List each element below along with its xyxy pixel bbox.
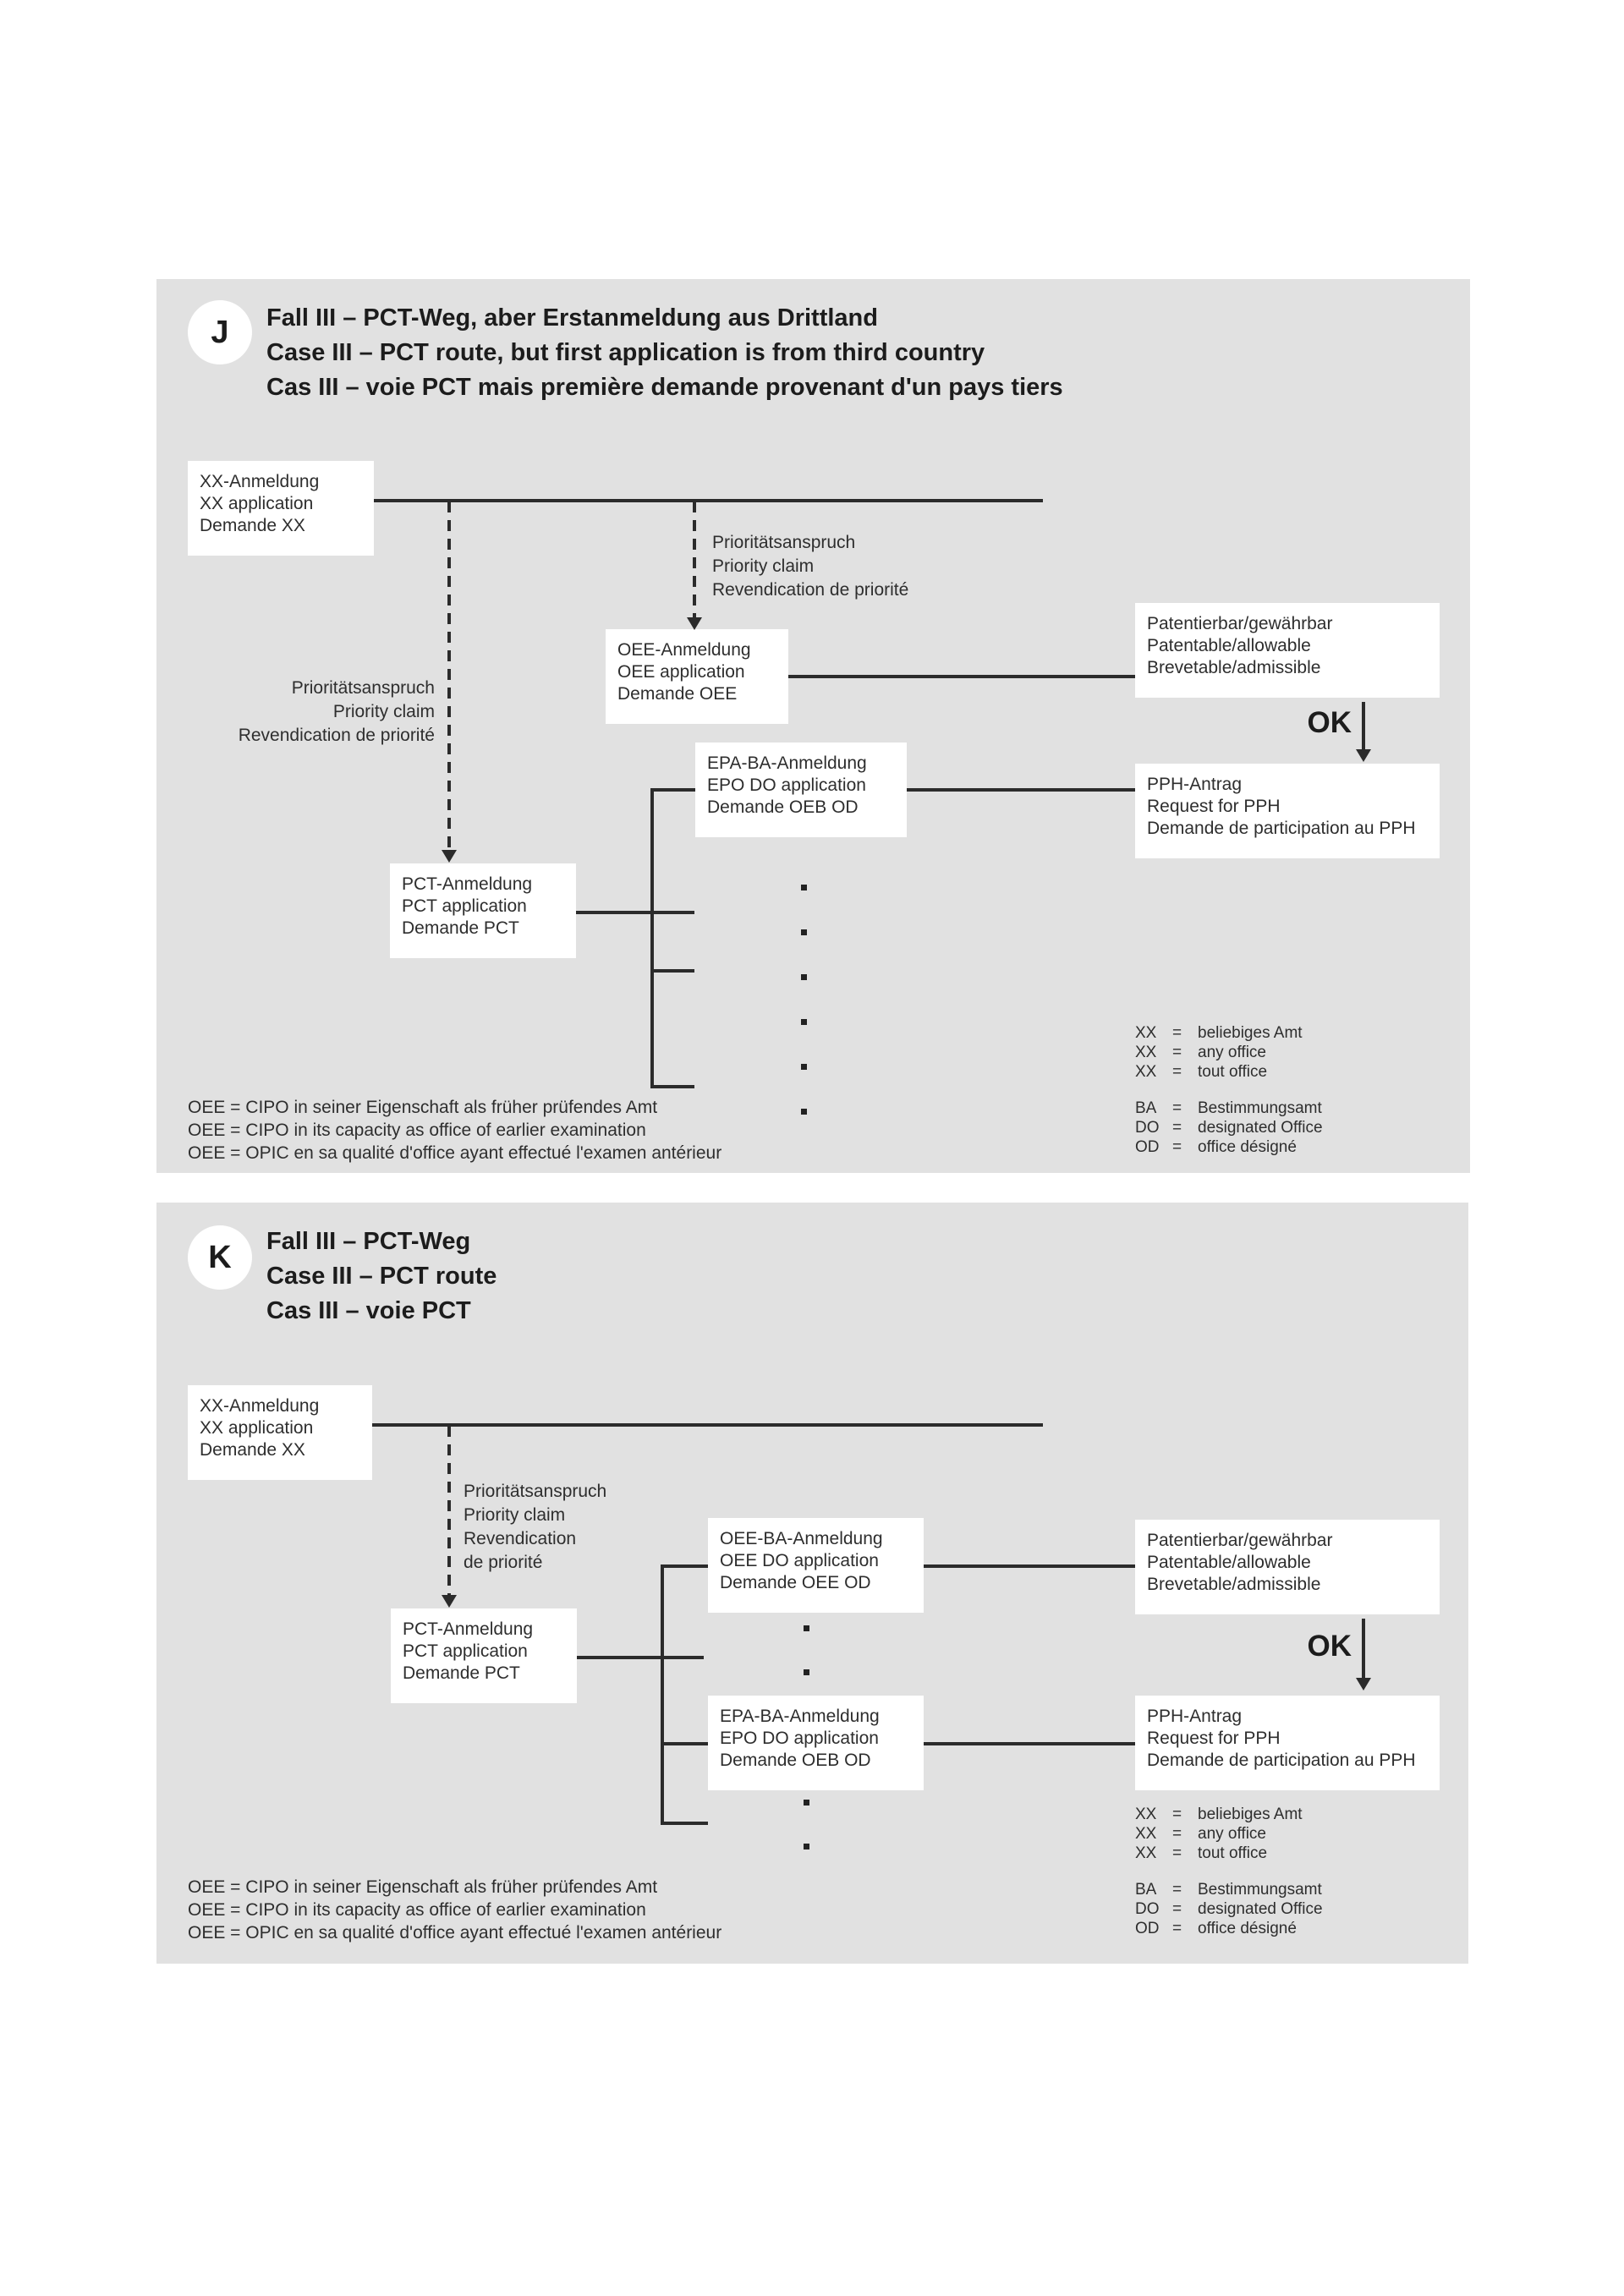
legend-abbr: OD bbox=[1135, 1920, 1160, 1937]
connector-priority-to-pct bbox=[447, 1426, 451, 1595]
equals-sign: = bbox=[1172, 1063, 1182, 1081]
arrowhead-priority-to-pct bbox=[442, 850, 457, 863]
box-epa-line-en: EPO DO application bbox=[707, 775, 866, 795]
panel-k-badge: K bbox=[188, 1225, 252, 1290]
box-patentable-line-de: Patentierbar/gewährbar bbox=[1147, 614, 1333, 633]
oee-footnote bbox=[188, 1876, 721, 1944]
box-patentable-line-fr: Brevetable/admissible bbox=[1147, 1575, 1321, 1594]
priority-left-de: Prioritätsanspruch bbox=[291, 678, 435, 698]
box-oee-line-en: OEE application bbox=[617, 662, 745, 682]
legend-row bbox=[1135, 1062, 1323, 1082]
legend-text: beliebiges Amt bbox=[1198, 1024, 1303, 1042]
connector-xx-timeline bbox=[374, 499, 1043, 502]
connector-pct-to-offices bbox=[576, 911, 694, 914]
ok-arrowhead bbox=[1356, 749, 1371, 762]
connector-pct-to-offices bbox=[577, 1656, 704, 1659]
legend-text: beliebiges Amt bbox=[1198, 1806, 1303, 1823]
ellipsis-dot bbox=[804, 1625, 809, 1631]
box-xx-line-fr: Demande XX bbox=[200, 516, 305, 535]
legend-row bbox=[1135, 1043, 1323, 1062]
box-pct-line-fr: Demande PCT bbox=[403, 1663, 520, 1683]
ok-arrowhead bbox=[1356, 1678, 1371, 1690]
legend-text: tout office bbox=[1198, 1844, 1268, 1862]
legend-ba-group bbox=[1135, 1099, 1323, 1157]
oee-footnote-en: OEE = CIPO in its capacity as office of earlier examination bbox=[188, 1121, 646, 1140]
panel-k-title-de: Fall III – PCT-Weg bbox=[266, 1228, 471, 1255]
panel-k-title bbox=[266, 1225, 497, 1329]
box-oee-do-application bbox=[708, 1518, 924, 1613]
priority-left-en: Priority claim bbox=[332, 702, 435, 721]
bracket-designated-offices bbox=[661, 1564, 664, 1825]
ellipsis-dot bbox=[801, 974, 807, 980]
box-patentable-line-en: Patentable/allowable bbox=[1147, 1553, 1311, 1572]
ok-label: OK bbox=[1307, 1630, 1352, 1663]
priority-claim-label-left bbox=[207, 677, 435, 748]
arrowhead-priority-to-pct bbox=[442, 1595, 457, 1608]
box-patentable bbox=[1135, 1520, 1440, 1614]
legend-abbr: XX bbox=[1135, 1825, 1157, 1843]
legend-row bbox=[1135, 1824, 1323, 1844]
box-epa-line-fr: Demande OEB OD bbox=[707, 797, 859, 817]
equals-sign: = bbox=[1172, 1138, 1182, 1156]
legend-text: any office bbox=[1198, 1825, 1266, 1843]
priority-right-fr: Revendication de priorité bbox=[712, 580, 909, 600]
panel-j-title-fr: Cas III – voie PCT mais première demande provenant d'un pays tiers bbox=[266, 374, 1063, 401]
box-pct-application bbox=[391, 1608, 577, 1703]
box-pct-line-en: PCT application bbox=[402, 896, 527, 916]
box-xx-application bbox=[188, 1385, 372, 1480]
priority-left-fr: Revendication de priorité bbox=[238, 726, 435, 745]
box-oee-application bbox=[606, 629, 788, 724]
equals-sign: = bbox=[1172, 1044, 1182, 1061]
bracket-stub-epa bbox=[661, 1742, 708, 1745]
legend-row bbox=[1135, 1137, 1323, 1157]
panel-case-j bbox=[156, 279, 1470, 1173]
box-pph-line-de: PPH-Antrag bbox=[1147, 775, 1243, 794]
box-pph-line-fr: Demande de participation au PPH bbox=[1147, 819, 1416, 838]
box-patentable-line-de: Patentierbar/gewährbar bbox=[1147, 1531, 1333, 1550]
oee-footnote bbox=[188, 1096, 721, 1164]
priority-claim-label-right bbox=[712, 531, 908, 602]
legend-row bbox=[1135, 1099, 1323, 1118]
legend-text: tout office bbox=[1198, 1063, 1268, 1081]
legend-row bbox=[1135, 1880, 1323, 1899]
priority-en: Priority claim bbox=[464, 1505, 566, 1525]
oee-footnote-de: OEE = CIPO in seiner Eigenschaft als früher prüfendes Amt bbox=[188, 1098, 658, 1117]
legend-abbr: DO bbox=[1135, 1119, 1160, 1137]
box-patentable-line-fr: Brevetable/admissible bbox=[1147, 658, 1321, 677]
legend-text: Bestimmungsamt bbox=[1198, 1099, 1322, 1117]
legend-abbr: BA bbox=[1135, 1099, 1157, 1117]
ok-arrow-line bbox=[1362, 702, 1365, 749]
priority-fr-2: de priorité bbox=[464, 1553, 543, 1572]
connector-priority-to-pct bbox=[447, 501, 451, 850]
connector-epa-to-pph bbox=[907, 788, 1135, 792]
box-oee-ba-line-de: OEE-BA-Anmeldung bbox=[720, 1529, 883, 1548]
ellipsis-dot bbox=[804, 1669, 809, 1675]
box-epo-do-application bbox=[695, 743, 907, 837]
box-epa-line-fr: Demande OEB OD bbox=[720, 1751, 871, 1770]
box-pct-line-de: PCT-Anmeldung bbox=[403, 1619, 534, 1639]
panel-j-badge: J bbox=[188, 300, 252, 364]
box-xx-application bbox=[188, 461, 374, 556]
legend-text: Bestimmungsamt bbox=[1198, 1881, 1322, 1899]
equals-sign: = bbox=[1172, 1024, 1182, 1042]
legend-row bbox=[1135, 1919, 1323, 1938]
legend-abbr: BA bbox=[1135, 1881, 1157, 1899]
box-pph-request bbox=[1135, 1696, 1440, 1790]
legend-row bbox=[1135, 1899, 1323, 1919]
box-epa-line-en: EPO DO application bbox=[720, 1729, 879, 1748]
legend-row bbox=[1135, 1118, 1323, 1137]
arrowhead-priority-to-oee bbox=[687, 617, 702, 630]
ellipsis-dot bbox=[801, 1064, 807, 1070]
ellipsis-dot bbox=[801, 1019, 807, 1025]
abbreviation-legend bbox=[1135, 1805, 1323, 1955]
priority-claim-label bbox=[464, 1480, 606, 1575]
ellipsis-dot bbox=[801, 929, 807, 935]
equals-sign: = bbox=[1172, 1920, 1182, 1937]
box-oee-line-de: OEE-Anmeldung bbox=[617, 640, 751, 660]
ellipsis-dot bbox=[804, 1800, 809, 1806]
connector-oee-to-patentable bbox=[788, 675, 1135, 678]
priority-right-en: Priority claim bbox=[712, 556, 815, 576]
box-xx-line-de: XX-Anmeldung bbox=[200, 472, 320, 491]
bracket-designated-offices bbox=[650, 788, 654, 1088]
panel-k-title-en: Case III – PCT route bbox=[266, 1263, 497, 1290]
bracket-stub-mid bbox=[650, 969, 694, 973]
legend-abbr: OD bbox=[1135, 1138, 1160, 1156]
bracket-stub-epa bbox=[650, 788, 695, 792]
connector-priority-to-oee bbox=[693, 501, 696, 617]
legend-abbr: XX bbox=[1135, 1063, 1157, 1081]
bracket-stub-oee bbox=[661, 1564, 708, 1568]
ellipsis-dot bbox=[801, 1109, 807, 1115]
legend-ba-group bbox=[1135, 1880, 1323, 1938]
connector-epa-to-pph bbox=[924, 1742, 1135, 1745]
connector-xx-timeline bbox=[372, 1423, 1043, 1427]
panel-j-title bbox=[266, 301, 1063, 405]
box-patentable bbox=[1135, 603, 1440, 698]
equals-sign: = bbox=[1172, 1825, 1182, 1843]
legend-abbr: XX bbox=[1135, 1044, 1157, 1061]
panel-j-title-en: Case III – PCT route, but first application is from third country bbox=[266, 339, 985, 366]
box-pct-line-fr: Demande PCT bbox=[402, 918, 519, 938]
oee-footnote-en: OEE = CIPO in its capacity as office of earlier examination bbox=[188, 1900, 646, 1920]
ok-arrow-line bbox=[1362, 1619, 1365, 1678]
ellipsis-dot bbox=[804, 1844, 809, 1849]
equals-sign: = bbox=[1172, 1900, 1182, 1918]
box-oee-ba-line-en: OEE DO application bbox=[720, 1551, 879, 1570]
legend-abbr: XX bbox=[1135, 1844, 1157, 1862]
box-pct-line-de: PCT-Anmeldung bbox=[402, 874, 533, 894]
priority-right-de: Prioritätsanspruch bbox=[712, 533, 856, 552]
legend-row bbox=[1135, 1805, 1323, 1824]
connector-oee-to-patentable bbox=[924, 1564, 1135, 1568]
legend-row bbox=[1135, 1844, 1323, 1863]
bracket-stub-bottom bbox=[661, 1822, 708, 1825]
box-pph-line-fr: Demande de participation au PPH bbox=[1147, 1751, 1416, 1770]
box-epa-line-de: EPA-BA-Anmeldung bbox=[707, 753, 867, 773]
box-epo-do-application bbox=[708, 1696, 924, 1790]
panel-case-k bbox=[156, 1203, 1468, 1964]
legend-abbr: DO bbox=[1135, 1900, 1160, 1918]
box-epa-line-de: EPA-BA-Anmeldung bbox=[720, 1707, 880, 1726]
box-pct-line-en: PCT application bbox=[403, 1641, 528, 1661]
legend-row bbox=[1135, 1023, 1323, 1043]
legend-abbr: XX bbox=[1135, 1024, 1157, 1042]
legend-abbr: XX bbox=[1135, 1806, 1157, 1823]
equals-sign: = bbox=[1172, 1099, 1182, 1117]
box-pph-line-en: Request for PPH bbox=[1147, 797, 1281, 816]
legend-text: office désigné bbox=[1198, 1920, 1297, 1937]
box-xx-line-en: XX application bbox=[200, 1418, 314, 1438]
box-oee-ba-line-fr: Demande OEE OD bbox=[720, 1573, 871, 1592]
oee-footnote-fr: OEE = OPIC en sa qualité d'office ayant effectué l'examen antérieur bbox=[188, 1923, 722, 1943]
panel-k-title-fr: Cas III – voie PCT bbox=[266, 1297, 471, 1324]
priority-fr-1: Revendication bbox=[464, 1529, 577, 1548]
equals-sign: = bbox=[1172, 1806, 1182, 1823]
box-pph-line-de: PPH-Antrag bbox=[1147, 1707, 1243, 1726]
box-xx-line-en: XX application bbox=[200, 494, 314, 513]
equals-sign: = bbox=[1172, 1119, 1182, 1137]
oee-footnote-de: OEE = CIPO in seiner Eigenschaft als früher prüfendes Amt bbox=[188, 1877, 658, 1897]
box-pct-application bbox=[390, 863, 576, 958]
legend-text: designated Office bbox=[1198, 1900, 1323, 1918]
legend-text: office désigné bbox=[1198, 1138, 1297, 1156]
ellipsis-dot bbox=[801, 885, 807, 890]
box-pph-request bbox=[1135, 764, 1440, 858]
legend-xx-group bbox=[1135, 1805, 1323, 1863]
equals-sign: = bbox=[1172, 1844, 1182, 1862]
box-xx-line-de: XX-Anmeldung bbox=[200, 1396, 320, 1416]
legend-text: any office bbox=[1198, 1044, 1266, 1061]
legend-text: designated Office bbox=[1198, 1119, 1323, 1137]
equals-sign: = bbox=[1172, 1881, 1182, 1899]
box-patentable-line-en: Patentable/allowable bbox=[1147, 636, 1311, 655]
box-xx-line-fr: Demande XX bbox=[200, 1440, 305, 1460]
bracket-stub-bottom bbox=[650, 1085, 694, 1088]
priority-de: Prioritätsanspruch bbox=[464, 1482, 607, 1501]
panel-j-title-de: Fall III – PCT-Weg, aber Erstanmeldung aus Drittland bbox=[266, 304, 878, 332]
ok-label: OK bbox=[1307, 706, 1352, 739]
box-pph-line-en: Request for PPH bbox=[1147, 1729, 1281, 1748]
legend-xx-group bbox=[1135, 1023, 1323, 1082]
oee-footnote-fr: OEE = OPIC en sa qualité d'office ayant effectué l'examen antérieur bbox=[188, 1143, 722, 1163]
box-oee-line-fr: Demande OEE bbox=[617, 684, 738, 704]
abbreviation-legend bbox=[1135, 1023, 1323, 1174]
